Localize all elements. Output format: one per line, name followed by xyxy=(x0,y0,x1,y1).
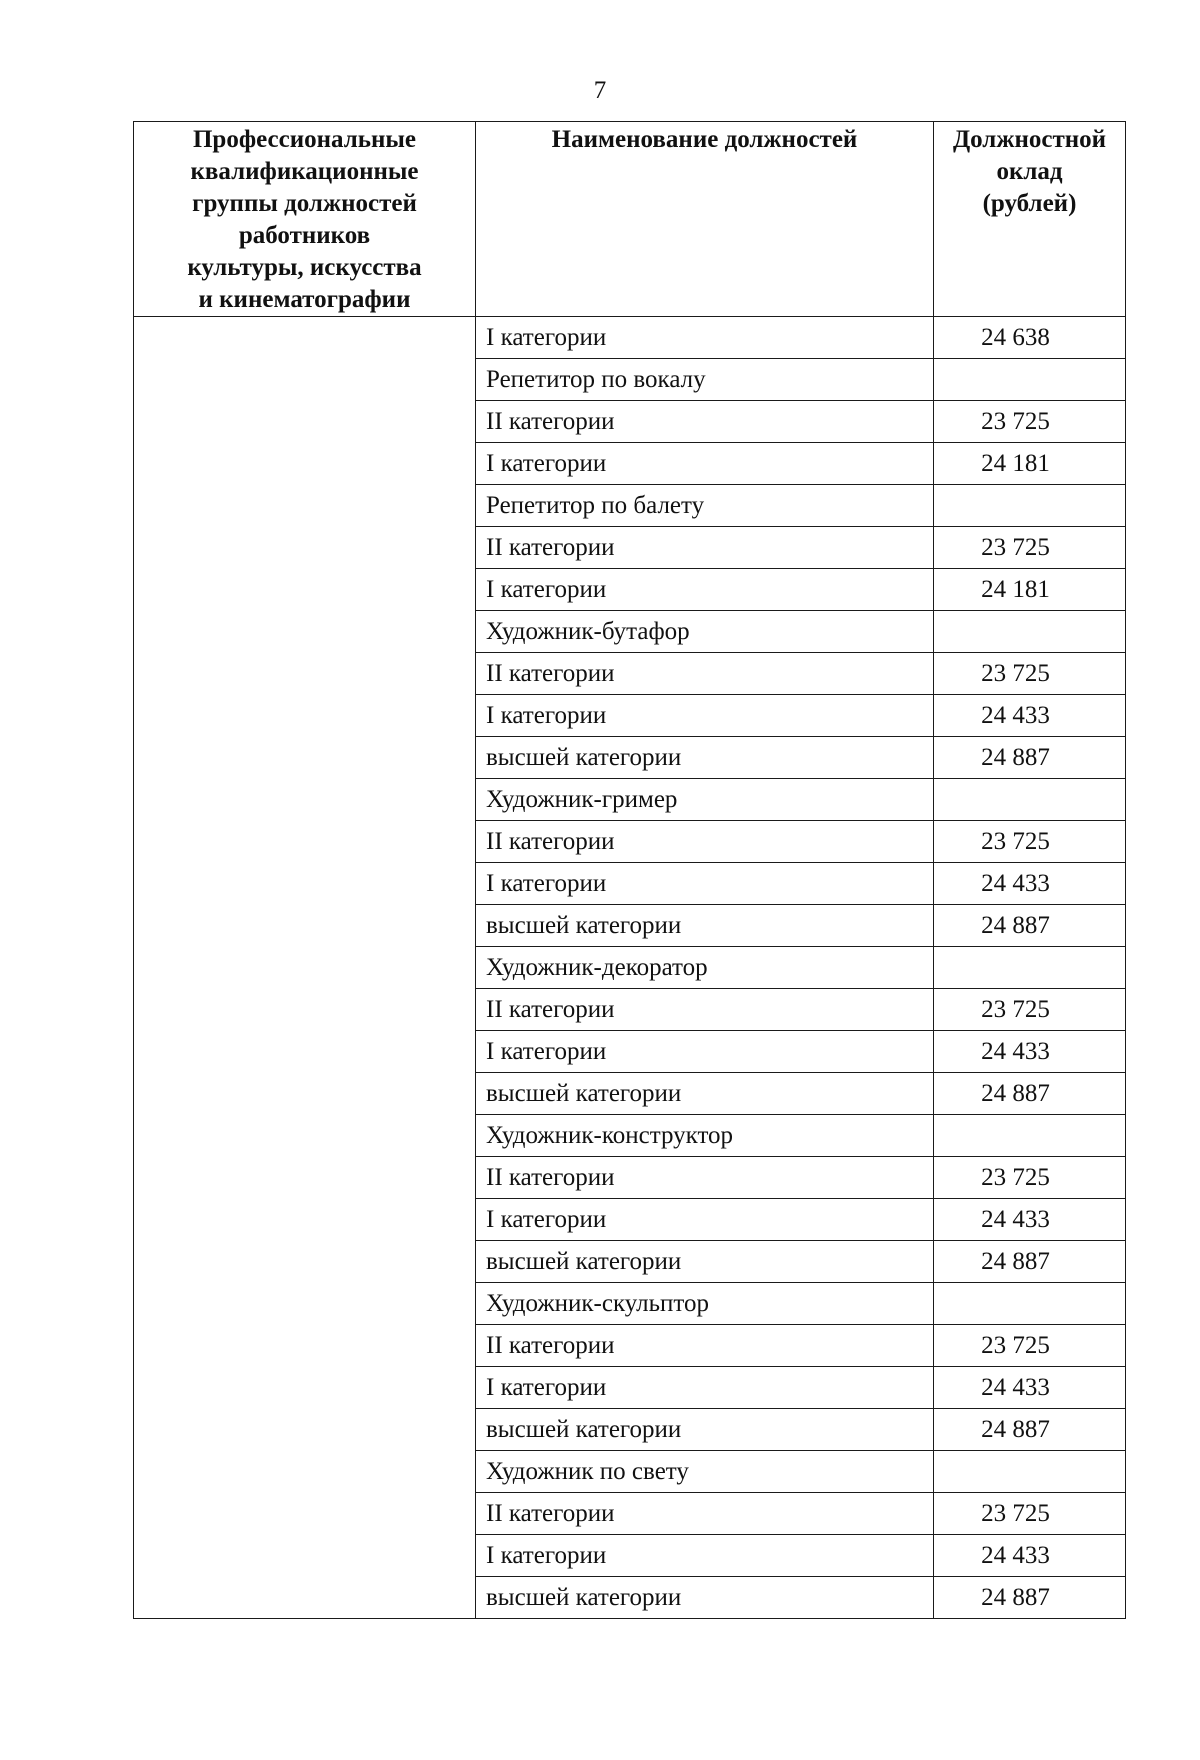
salary-cell: 24 887 xyxy=(934,1409,1126,1451)
group-cell xyxy=(134,317,476,1619)
position-name-cell: I категории xyxy=(476,1367,934,1409)
header-group: Профессиональные квалификационные группы должностей работников культуры, искусства и кинематографии xyxy=(134,122,476,317)
salary-cell: 23 725 xyxy=(934,401,1126,443)
table-header xyxy=(134,122,1126,317)
salary-cell: 24 433 xyxy=(934,1199,1126,1241)
salary-cell: 23 725 xyxy=(934,1325,1126,1367)
salary-cell xyxy=(934,1115,1126,1157)
header-salary: Должностной оклад (рублей) xyxy=(934,122,1126,317)
salary-table xyxy=(133,121,1126,1619)
position-name-cell: I категории xyxy=(476,1199,934,1241)
salary-cell: 23 725 xyxy=(934,989,1126,1031)
position-name-cell: Художник-бутафор xyxy=(476,611,934,653)
header-row xyxy=(134,122,1126,317)
position-name-cell: II категории xyxy=(476,1493,934,1535)
position-name-cell: высшей категории xyxy=(476,1409,934,1451)
position-name-cell: высшей категории xyxy=(476,1577,934,1619)
salary-cell: 24 887 xyxy=(934,905,1126,947)
position-name-cell: Художник-скульптор xyxy=(476,1283,934,1325)
header-position: Наименование должностей xyxy=(476,122,934,317)
position-name-cell: Художник-конструктор xyxy=(476,1115,934,1157)
position-name-cell: высшей категории xyxy=(476,905,934,947)
position-name-cell: II категории xyxy=(476,821,934,863)
position-name-cell: Художник-декоратор xyxy=(476,947,934,989)
salary-cell: 24 887 xyxy=(934,1073,1126,1115)
position-name-cell: Художник по свету xyxy=(476,1451,934,1493)
position-name-cell: I категории xyxy=(476,1535,934,1577)
position-name-cell: Репетитор по балету xyxy=(476,485,934,527)
position-name-cell: I категории xyxy=(476,695,934,737)
position-name-cell: II категории xyxy=(476,989,934,1031)
salary-cell: 24 433 xyxy=(934,1367,1126,1409)
salary-cell xyxy=(934,947,1126,989)
salary-cell: 24 887 xyxy=(934,1241,1126,1283)
position-name-cell: II категории xyxy=(476,1325,934,1367)
page-number: 7 xyxy=(593,77,607,104)
position-name-cell: Художник-гример xyxy=(476,779,934,821)
salary-cell xyxy=(934,359,1126,401)
position-name-cell: I категории xyxy=(476,317,934,359)
position-name-cell: Репетитор по вокалу xyxy=(476,359,934,401)
position-name-cell: I категории xyxy=(476,569,934,611)
salary-cell: 23 725 xyxy=(934,653,1126,695)
salary-cell: 24 887 xyxy=(934,737,1126,779)
salary-cell: 23 725 xyxy=(934,1157,1126,1199)
salary-cell: 24 638 xyxy=(934,317,1126,359)
salary-cell: 24 433 xyxy=(934,863,1126,905)
salary-cell xyxy=(934,779,1126,821)
salary-cell xyxy=(934,1283,1126,1325)
salary-cell xyxy=(934,1451,1126,1493)
position-name-cell: I категории xyxy=(476,443,934,485)
salary-cell: 24 433 xyxy=(934,1031,1126,1073)
salary-cell: 24 181 xyxy=(934,443,1126,485)
position-name-cell: высшей категории xyxy=(476,1241,934,1283)
position-name-cell: I категории xyxy=(476,1031,934,1073)
table-body xyxy=(134,317,1126,1619)
table-row xyxy=(134,317,1126,359)
salary-cell: 24 433 xyxy=(934,1535,1126,1577)
position-name-cell: II категории xyxy=(476,527,934,569)
position-name-cell: I категории xyxy=(476,863,934,905)
salary-cell: 24 433 xyxy=(934,695,1126,737)
salary-cell: 24 887 xyxy=(934,1577,1126,1619)
position-name-cell: II категории xyxy=(476,401,934,443)
salary-cell: 23 725 xyxy=(934,527,1126,569)
salary-cell: 23 725 xyxy=(934,821,1126,863)
salary-cell xyxy=(934,485,1126,527)
salary-cell: 23 725 xyxy=(934,1493,1126,1535)
position-name-cell: II категории xyxy=(476,653,934,695)
position-name-cell: высшей категории xyxy=(476,1073,934,1115)
position-name-cell: II категории xyxy=(476,1157,934,1199)
position-name-cell: высшей категории xyxy=(476,737,934,779)
salary-cell xyxy=(934,611,1126,653)
salary-cell: 24 181 xyxy=(934,569,1126,611)
